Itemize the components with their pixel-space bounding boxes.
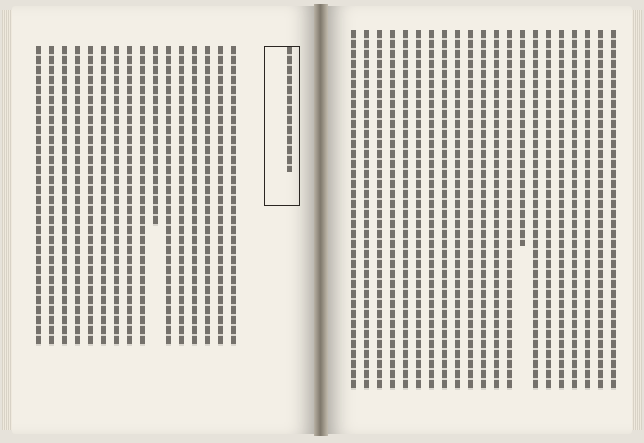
page-edges-left	[2, 10, 12, 430]
page-edges-right	[632, 10, 642, 430]
intro-paragraph	[244, 46, 296, 326]
left-body-text	[30, 46, 240, 346]
right-body-text	[342, 30, 620, 390]
right-page	[328, 6, 632, 434]
spine-gutter	[314, 4, 328, 436]
left-page	[12, 6, 314, 434]
